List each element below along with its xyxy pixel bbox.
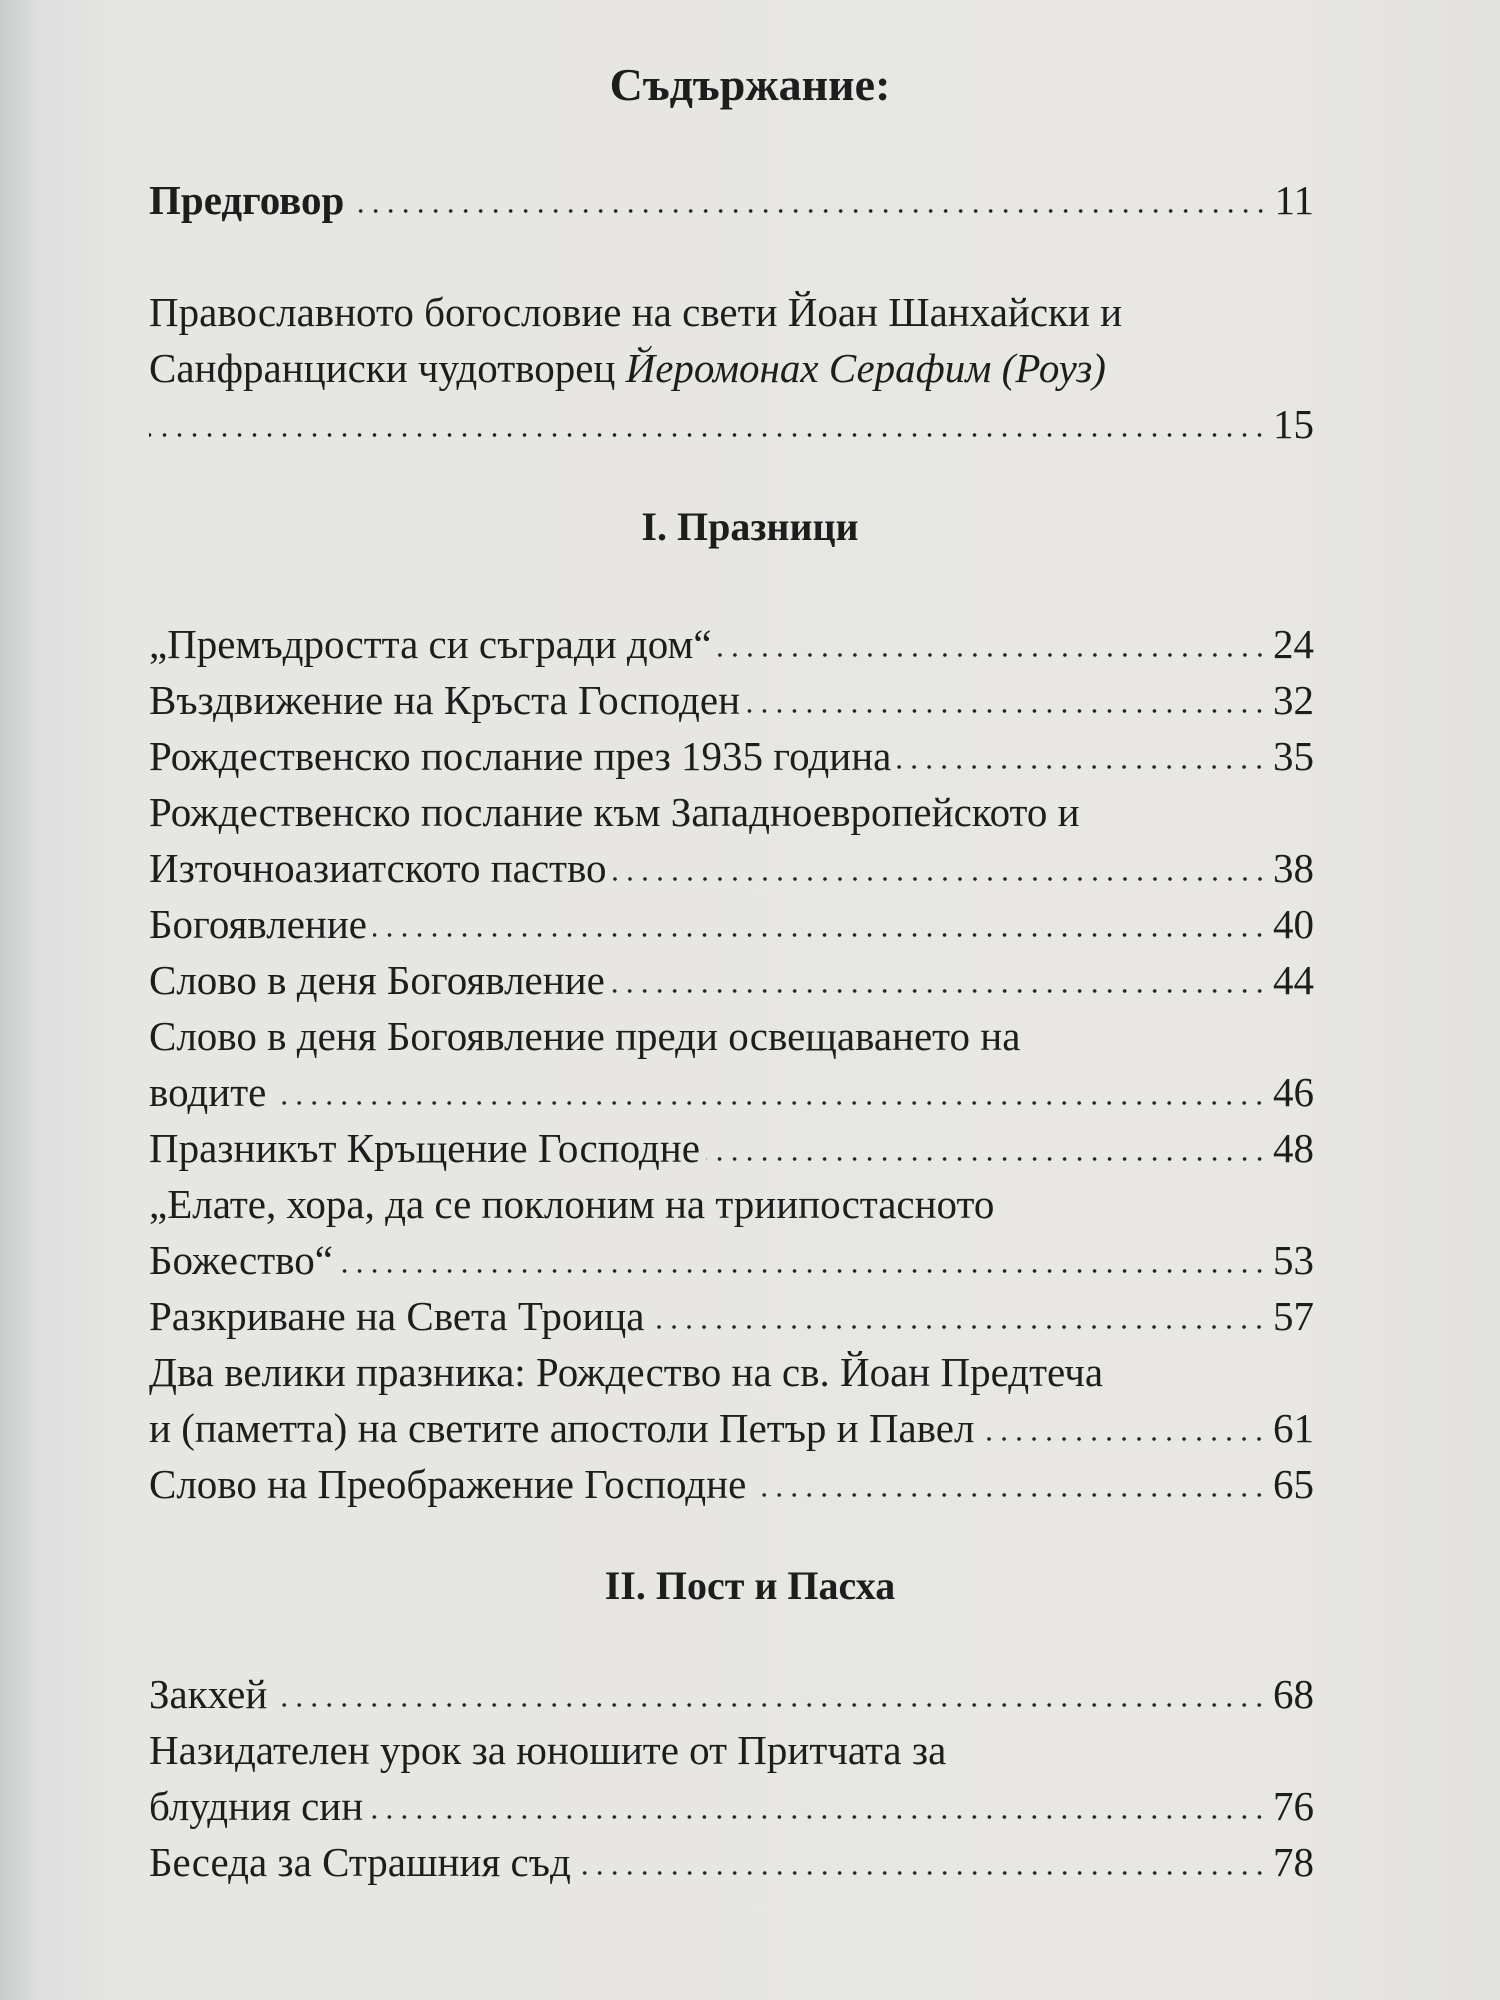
leader-dots (339, 1268, 1267, 1274)
toc-entry[interactable] (149, 896, 1314, 952)
entry-page: 40 (1273, 901, 1314, 947)
leader-dots (149, 432, 1267, 438)
leader-dots (350, 208, 1268, 214)
entry-line: Слово на Преображение Господне (149, 1461, 747, 1507)
entry-line: Санфранциски чудотворец (149, 345, 626, 391)
entry-line: Рождественско послание през 1935 година (149, 733, 892, 779)
entry-page: 35 (1273, 733, 1314, 779)
leader-dots (752, 1492, 1267, 1498)
toc-intro (149, 284, 1314, 452)
entry-page: 53 (1273, 1237, 1314, 1283)
toc-entry[interactable] (149, 1722, 1314, 1834)
section-heading: I. Празници (641, 504, 859, 549)
toc-entry[interactable] (149, 1120, 1314, 1176)
entry-page: 15 (1273, 401, 1314, 447)
section-entries (149, 616, 1314, 1512)
entry-page: 46 (1273, 1069, 1314, 1115)
leader-dots (273, 1702, 1267, 1708)
entry-page: 78 (1273, 1839, 1314, 1885)
entry-author: Йеромонах Серафим (Роуз) (625, 345, 1106, 391)
entry-page: 61 (1273, 1405, 1314, 1451)
entry-page: 24 (1273, 621, 1314, 667)
toc-preface (149, 172, 1314, 228)
toc-entry[interactable] (149, 616, 1314, 672)
page-title: Съдържание: (609, 59, 891, 110)
entry-line: Два велики празника: Рождество на св. Йоан Предтеча (149, 1349, 1104, 1395)
entry-line: Назидателен урок за юношите от Притчата за (149, 1727, 947, 1773)
toc-entry[interactable] (149, 1288, 1314, 1344)
toc-entry[interactable] (149, 1344, 1314, 1456)
entry-line: Източноазиатското паство (149, 845, 607, 891)
leader-dots (718, 652, 1267, 658)
entry-line: Божество“ (149, 1237, 333, 1283)
entry-title: Предговор (149, 177, 345, 223)
entry-line: Богоявление (149, 901, 367, 947)
leader-dots (272, 1100, 1267, 1106)
entry-line: Слово в деня Богоявление преди освещаването на (149, 1013, 1021, 1059)
entry-page: 38 (1273, 845, 1314, 891)
leader-dots (611, 988, 1267, 994)
section-entries (149, 1666, 1314, 1890)
entry-line: водите (149, 1069, 267, 1115)
toc-entry[interactable] (149, 952, 1314, 1008)
toc-entry[interactable] (149, 1834, 1314, 1890)
entry-line: „Елате, хора, да се поклоним на триипостасното (149, 1181, 995, 1227)
toc-entry[interactable] (149, 784, 1314, 896)
leader-dots (897, 764, 1267, 770)
toc-entry[interactable] (149, 1176, 1314, 1288)
entry-page: 44 (1273, 957, 1314, 1003)
leader-dots (369, 1814, 1267, 1820)
entry-page: 32 (1273, 677, 1314, 723)
toc-entry[interactable] (149, 1456, 1314, 1512)
leader-dots (706, 1156, 1267, 1162)
entry-page: 57 (1273, 1293, 1314, 1339)
toc-entry[interactable] (149, 728, 1314, 784)
leader-dots (980, 1436, 1267, 1442)
entry-page: 48 (1273, 1125, 1314, 1171)
leader-dots (577, 1870, 1267, 1876)
entry-line: блудния син (149, 1783, 364, 1829)
leader-dots (746, 708, 1267, 714)
entry-line: Въздвижение на Кръста Господен (149, 677, 741, 723)
leader-dots (613, 876, 1267, 882)
entry-line: Разкриване на Света Троица (149, 1293, 645, 1339)
entry-line: „Премъдростта си съгради дом“ (149, 621, 712, 667)
toc-entry[interactable] (149, 1008, 1314, 1120)
section-heading: II. Пост и Пасха (604, 1563, 896, 1608)
entry-page: 11 (1274, 177, 1314, 223)
toc-entry[interactable] (149, 672, 1314, 728)
entry-line: Закхей (149, 1671, 268, 1717)
leader-dots (373, 932, 1267, 938)
entry-line: Православното богословие на свети Йоан Шанхайски и (149, 289, 1123, 335)
entry-page: 65 (1273, 1461, 1314, 1507)
entry-line: Празникът Кръщение Господне (149, 1125, 700, 1171)
entry-line: и (паметта) на светите апостоли Петър и Павел (149, 1405, 975, 1451)
entry-page: 68 (1273, 1671, 1314, 1717)
leader-dots (650, 1324, 1267, 1330)
entry-line: Рождественско послание към Западноевропейското и (149, 789, 1080, 835)
entry-line: Слово в деня Богоявление (149, 957, 605, 1003)
toc-entry[interactable] (149, 1666, 1314, 1722)
entry-page: 76 (1273, 1783, 1314, 1829)
entry-line: Беседа за Страшния съд (149, 1839, 571, 1885)
